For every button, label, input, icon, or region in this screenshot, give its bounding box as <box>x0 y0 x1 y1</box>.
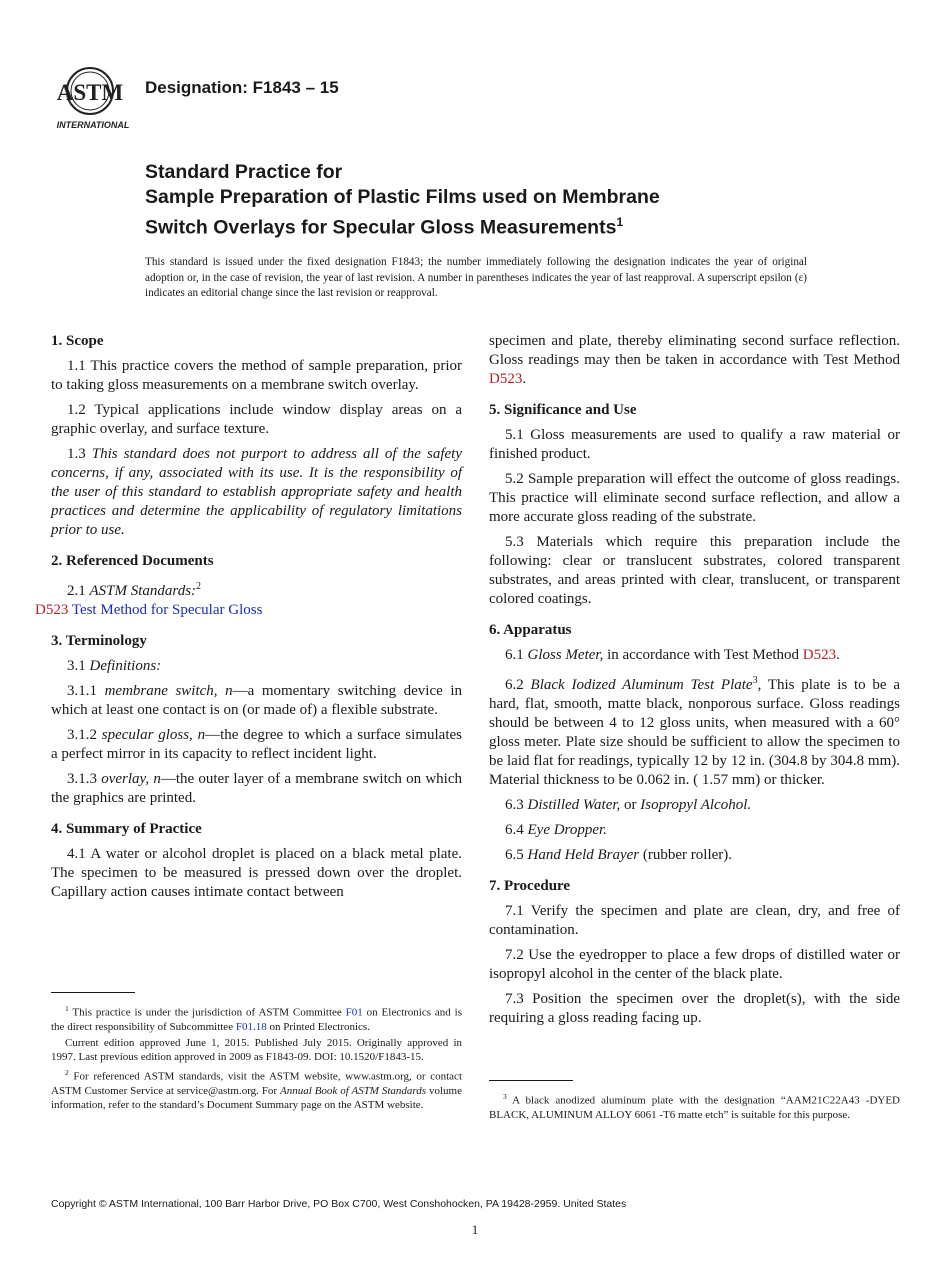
left-column <box>35 332 463 908</box>
term: overlay, n <box>101 771 161 787</box>
document-title <box>145 160 865 241</box>
para-7-1: 7.1 Verify the specimen and plate are clean, dry, and free of contamination. <box>489 903 900 938</box>
para-number: 3.1.1 <box>67 683 105 699</box>
term: Hand Held Brayer <box>527 847 640 863</box>
right-column <box>489 332 900 1034</box>
para-4-1: 4.1 A water or alcohol droplet is placed on a black metal plate. The specimen to be measured is pressed down over the droplet. Capillary action causes intimate contact between <box>51 846 462 900</box>
section-heading-scope: 1. Scope <box>51 333 104 349</box>
para-1-1: 1.1 This practice covers the method of sample preparation, prior to taking gloss measurements on a membrane switch overlay. <box>51 358 462 393</box>
title-line-3 <box>145 210 865 241</box>
ref-link-d523[interactable]: D523 <box>489 371 523 387</box>
definition: —the degree to which a surface simulates a perfect mirror in its capacity to reflect incident light. <box>51 727 462 762</box>
term: Black Iodized Aluminum Test Plate <box>530 677 753 693</box>
para-number: 1.3 <box>67 446 92 462</box>
logo-text: ASTM <box>56 80 124 105</box>
section-heading-referenced-documents: 2. Referenced Documents <box>51 553 214 569</box>
footnote-mark: 3 <box>752 675 758 686</box>
footnote-mark: 2 <box>196 581 202 592</box>
logo-subtext: INTERNATIONAL <box>56 120 130 130</box>
astm-standards-label: ASTM Standards: <box>89 583 197 599</box>
title-footnote-mark: 1 <box>616 215 624 229</box>
ref-link-d523[interactable]: D523 <box>35 602 69 618</box>
text: or <box>620 797 641 813</box>
term: Gloss Meter, <box>527 647 604 663</box>
footnote-mark: 3 <box>503 1092 507 1101</box>
safety-statement: This standard does not purport to address all of the safety concerns, if any, associated with its use. It is the responsibility of the user of this standard to establish appropriate safety and health practices and determine the applicability of regulatory limitations prior to use. <box>51 446 462 538</box>
definition: —the outer layer of a membrane switch on which the graphics are printed. <box>51 771 462 806</box>
book-title: Annual Book of ASTM Standards <box>280 1084 427 1097</box>
designation: Designation: F1843 – 15 <box>145 78 339 97</box>
para-number: 6.3 <box>505 797 528 813</box>
term: Eye Dropper. <box>527 822 607 838</box>
para-number: 3.1.2 <box>67 727 102 743</box>
term: membrane switch, n <box>104 683 233 699</box>
para-5-3: 5.3 Materials which require this preparation include the following: clear or translucent substrates, colored transparent substrates, and areas printed with clear, translucent, or transparent colored coatings. <box>489 534 900 607</box>
definitions-label: Definitions: <box>89 658 162 674</box>
para-3-1-2 <box>51 726 462 764</box>
para-6-1 <box>489 646 900 665</box>
para-6-3 <box>489 796 900 815</box>
para-6-4 <box>489 821 900 840</box>
footnotes-left <box>51 1002 462 1114</box>
title-line-1: Standard Practice for <box>145 161 343 183</box>
page-number: 1 <box>471 1222 479 1237</box>
text: on Printed Electronics. <box>266 1021 370 1034</box>
footnote-3 <box>489 1090 900 1123</box>
term: Isopropyl Alcohol. <box>640 797 752 813</box>
astm-logo <box>52 58 134 132</box>
text: This practice is under the jurisdiction of ASTM Committee <box>68 1006 346 1019</box>
para-number: 3.1 <box>67 658 90 674</box>
subcommittee-link-f01-18[interactable]: F01.18 <box>235 1021 267 1034</box>
footnotes-right <box>489 1090 900 1124</box>
footnote-rule-left <box>51 992 135 993</box>
text: , This plate is to be a hard, flat, smooth, matte black, nonporous surface. Gloss readings should be between 4 to 12 gloss units, when measured with a 60° gloss meter. Plate size should be sufficient to allow the specimen to be laid flat for readings, typically 12 by 12 in. (304.8 by 304.8 mm). Material thickness to be 0.062 in. ( 1.57 mm) or thicker. <box>489 677 900 788</box>
term: Distilled Water, <box>527 797 621 813</box>
para-2-1 <box>35 577 462 620</box>
para-4-1-continued <box>489 332 900 389</box>
para-number: 6.1 <box>505 647 528 663</box>
para-7-3: 7.3 Position the specimen over the droplet(s), with the side requiring a gloss reading facing up. <box>489 991 900 1026</box>
text: (rubber roller). <box>639 847 733 863</box>
text: volume information, refer to the standard’s Document Summary page on the ASTM website. <box>51 1084 462 1112</box>
para-number: 6.2 <box>505 677 531 693</box>
footnote-mark: 1 <box>65 1004 69 1013</box>
footnote-rule-right <box>489 1080 573 1081</box>
text: A black anodized aluminum plate with the designation “AAM21C22A43 -DYED BLACK, ALUMINUM ALLOY 6061 -T6 matte etch” is suitable for this purpose. <box>489 1094 900 1122</box>
footnote-2 <box>51 1066 462 1113</box>
para-5-2: 5.2 Sample preparation will effect the outcome of gloss readings. This practice will eliminate second surface reflection, and allow a more accurate gloss reading of the substrate. <box>489 471 900 525</box>
issuance-notice: This standard is issued under the fixed designation F1843; the number immediately following the designation indicates the year of original adoption or, in the case of revision, the year of last revision. A number in parentheses indicates the year of last reapproval. A superscript epsilon (ε) indicates an editorial change since the last revision or reapproval. <box>145 256 807 299</box>
section-heading-significance: 5. Significance and Use <box>489 402 637 418</box>
continued-text: specimen and plate, thereby eliminating second surface reflection. Gloss readings may then be taken in accordance with Test Method <box>489 333 900 368</box>
copyright: Copyright © ASTM International, 100 Barr Harbor Drive, PO Box C700, West Conshohocken, PA 19428-2959. United States <box>51 1198 627 1210</box>
para-number: 6.5 <box>505 847 528 863</box>
definition: —a momentary switching device in which at least one contact is on (or made of) a flexible substrate. <box>51 683 463 718</box>
para-6-2 <box>489 671 900 790</box>
section-heading-terminology: 3. Terminology <box>51 633 147 649</box>
ref-link-d523[interactable]: D523 <box>802 647 837 663</box>
text: For referenced ASTM standards, visit the ASTM website, www.astm.org, or contact ASTM Customer Service at service@astm.org. For <box>51 1070 462 1097</box>
para-5-1: 5.1 Gloss measurements are used to qualify a raw material or finished product. <box>489 427 900 462</box>
section-heading-procedure: 7. Procedure <box>489 878 571 894</box>
footnote-mark: 2 <box>65 1067 69 1077</box>
punctuation: . <box>836 647 840 663</box>
para-6-5 <box>489 846 900 865</box>
title-line-2: Sample Preparation of Plastic Films used on Membrane <box>145 186 660 208</box>
footnote-1-edition: Current edition approved June 1, 2015. Published July 2015. Originally approved in 1997. Last previous edition approved in 2009 as F1843-09. DOI: 10.1520/F1843-15. <box>51 1036 462 1064</box>
section-heading-summary: 4. Summary of Practice <box>51 821 202 837</box>
para-number: 2.1 <box>67 583 90 599</box>
ref-link-title[interactable]: Test Method for Specular Gloss <box>68 602 263 618</box>
para-3-1 <box>51 657 462 676</box>
para-number: 6.4 <box>505 822 528 838</box>
para-1-2: 1.2 Typical applications include window display areas on a graphic overlay, and surface texture. <box>51 402 462 437</box>
term: specular gloss, n <box>101 727 206 743</box>
para-3-1-3 <box>51 770 462 808</box>
para-1-3 <box>51 445 462 540</box>
committee-link-f01[interactable]: F01 <box>345 1006 363 1019</box>
text: on Electronics and is the direct responsibility of Subcommittee <box>51 1006 463 1034</box>
section-heading-apparatus: 6. Apparatus <box>489 622 572 638</box>
para-number: 3.1.3 <box>67 771 102 787</box>
para-3-1-1 <box>51 682 462 720</box>
footnote-1 <box>51 1002 462 1035</box>
para-7-2: 7.2 Use the eyedropper to place a few drops of distilled water or isopropyl alcohol in the center of the black plate. <box>489 947 900 982</box>
text: in accordance with Test Method <box>603 647 803 663</box>
title-line-3-text: Switch Overlays for Specular Gloss Measurements <box>145 216 617 239</box>
punctuation: . <box>522 371 527 387</box>
